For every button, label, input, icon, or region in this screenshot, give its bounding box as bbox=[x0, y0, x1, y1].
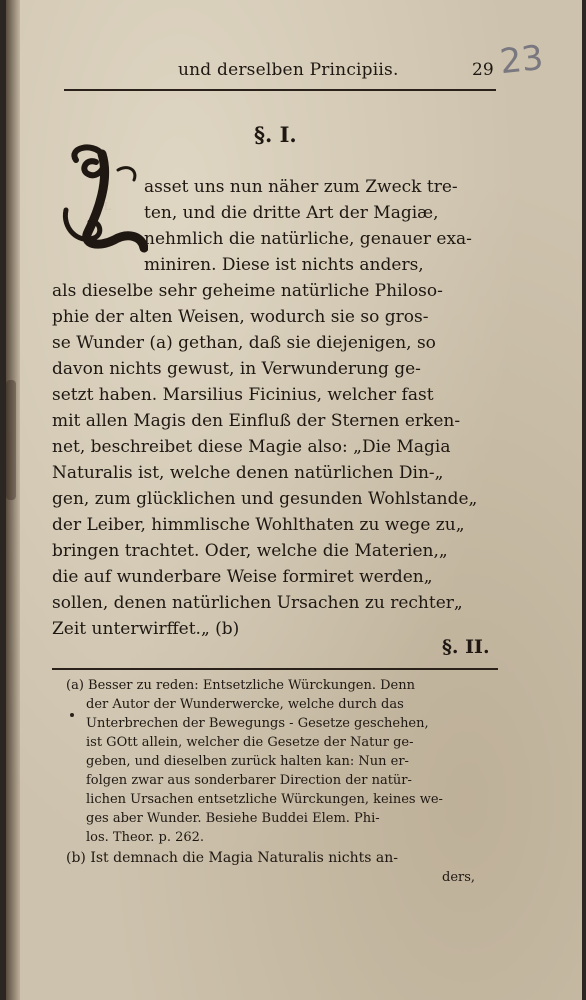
text-line: mit allen Magis den Einfluß der Sternen erken- bbox=[52, 411, 461, 431]
page-number: 29 bbox=[472, 60, 494, 80]
page-stain bbox=[6, 380, 16, 500]
footnote-line: los. Theor. p. 262. bbox=[86, 830, 205, 845]
footnote-line: ders, bbox=[442, 870, 476, 885]
book-page bbox=[6, 0, 582, 1000]
text-line: asset uns nun näher zum Zweck tre- bbox=[144, 177, 458, 197]
running-title: und derselben Principiis. bbox=[178, 60, 399, 80]
text-line: die auf wunderbare Weise formiret werden„ bbox=[52, 567, 433, 587]
text-line: gen, zum glücklichen und gesunden Wohlstande„ bbox=[52, 489, 478, 509]
drop-cap-letter: L bbox=[104, 202, 111, 213]
text-line: phie der alten Weisen, wodurch sie so gros- bbox=[52, 307, 429, 327]
footnote-line: folgen zwar aus sonderbarer Direction der natür- bbox=[86, 773, 412, 788]
text-line: Naturalis ist, welche denen natürlichen Din-„ bbox=[52, 463, 444, 483]
drop-cap-ornament bbox=[58, 140, 148, 256]
text-line: der Leiber, himmlische Wohlthaten zu wege zu„ bbox=[52, 515, 465, 535]
text-line: sollen, denen natürlichen Ursachen zu rechter„ bbox=[52, 593, 463, 613]
text-line: net, beschreibet diese Magie also: „Die Magia bbox=[52, 437, 451, 457]
binding-gutter bbox=[6, 0, 20, 1000]
footnote-line: (b) Ist demnach die Magia Naturalis nichts an- bbox=[66, 850, 398, 866]
pencil-page-annotation: 23 bbox=[498, 37, 546, 83]
header-rule bbox=[64, 89, 496, 91]
text-line: setzt haben. Marsilius Ficinius, welcher fast bbox=[52, 385, 434, 405]
footnote-line: lichen Ursachen entsetzliche Würckungen, keines we- bbox=[86, 792, 443, 807]
footnote-line: ges aber Wunder. Besiehe Buddei Elem. Phi- bbox=[86, 811, 380, 826]
next-section-heading: §. II. bbox=[442, 636, 490, 658]
section-heading: §. I. bbox=[254, 122, 297, 147]
margin-dot bbox=[70, 713, 74, 717]
footnote-line: geben, und dieselben zurück halten kan: Nun er- bbox=[86, 754, 409, 769]
text-line: ten, und die dritte Art der Magiæ, bbox=[144, 203, 439, 223]
footnote-line: (a) Besser zu reden: Entsetzliche Würckungen. Denn bbox=[66, 678, 415, 693]
text-line: nehmlich die natürliche, genauer exa- bbox=[144, 229, 472, 249]
text-line: miniren. Diese ist nichts anders, bbox=[144, 255, 424, 275]
footnote-line: Unterbrechen der Bewegungs - Gesetze geschehen, bbox=[86, 716, 429, 731]
text-line: davon nichts gewust, in Verwunderung ge- bbox=[52, 359, 421, 379]
footnote-rule bbox=[52, 668, 498, 670]
running-head bbox=[6, 60, 582, 84]
footnote-line: der Autor der Wunderwercke, welche durch das bbox=[86, 697, 404, 712]
text-line: se Wunder (a) gethan, daß sie diejenigen, so bbox=[52, 333, 436, 353]
footnote-line: ist GOtt allein, welcher die Gesetze der Natur ge- bbox=[86, 735, 414, 750]
text-line: als dieselbe sehr geheime natürliche Philoso- bbox=[52, 281, 443, 301]
text-line: Zeit unterwirffet.„ (b) bbox=[52, 619, 240, 639]
text-line: bringen trachtet. Oder, welche die Materien,„ bbox=[52, 541, 448, 561]
